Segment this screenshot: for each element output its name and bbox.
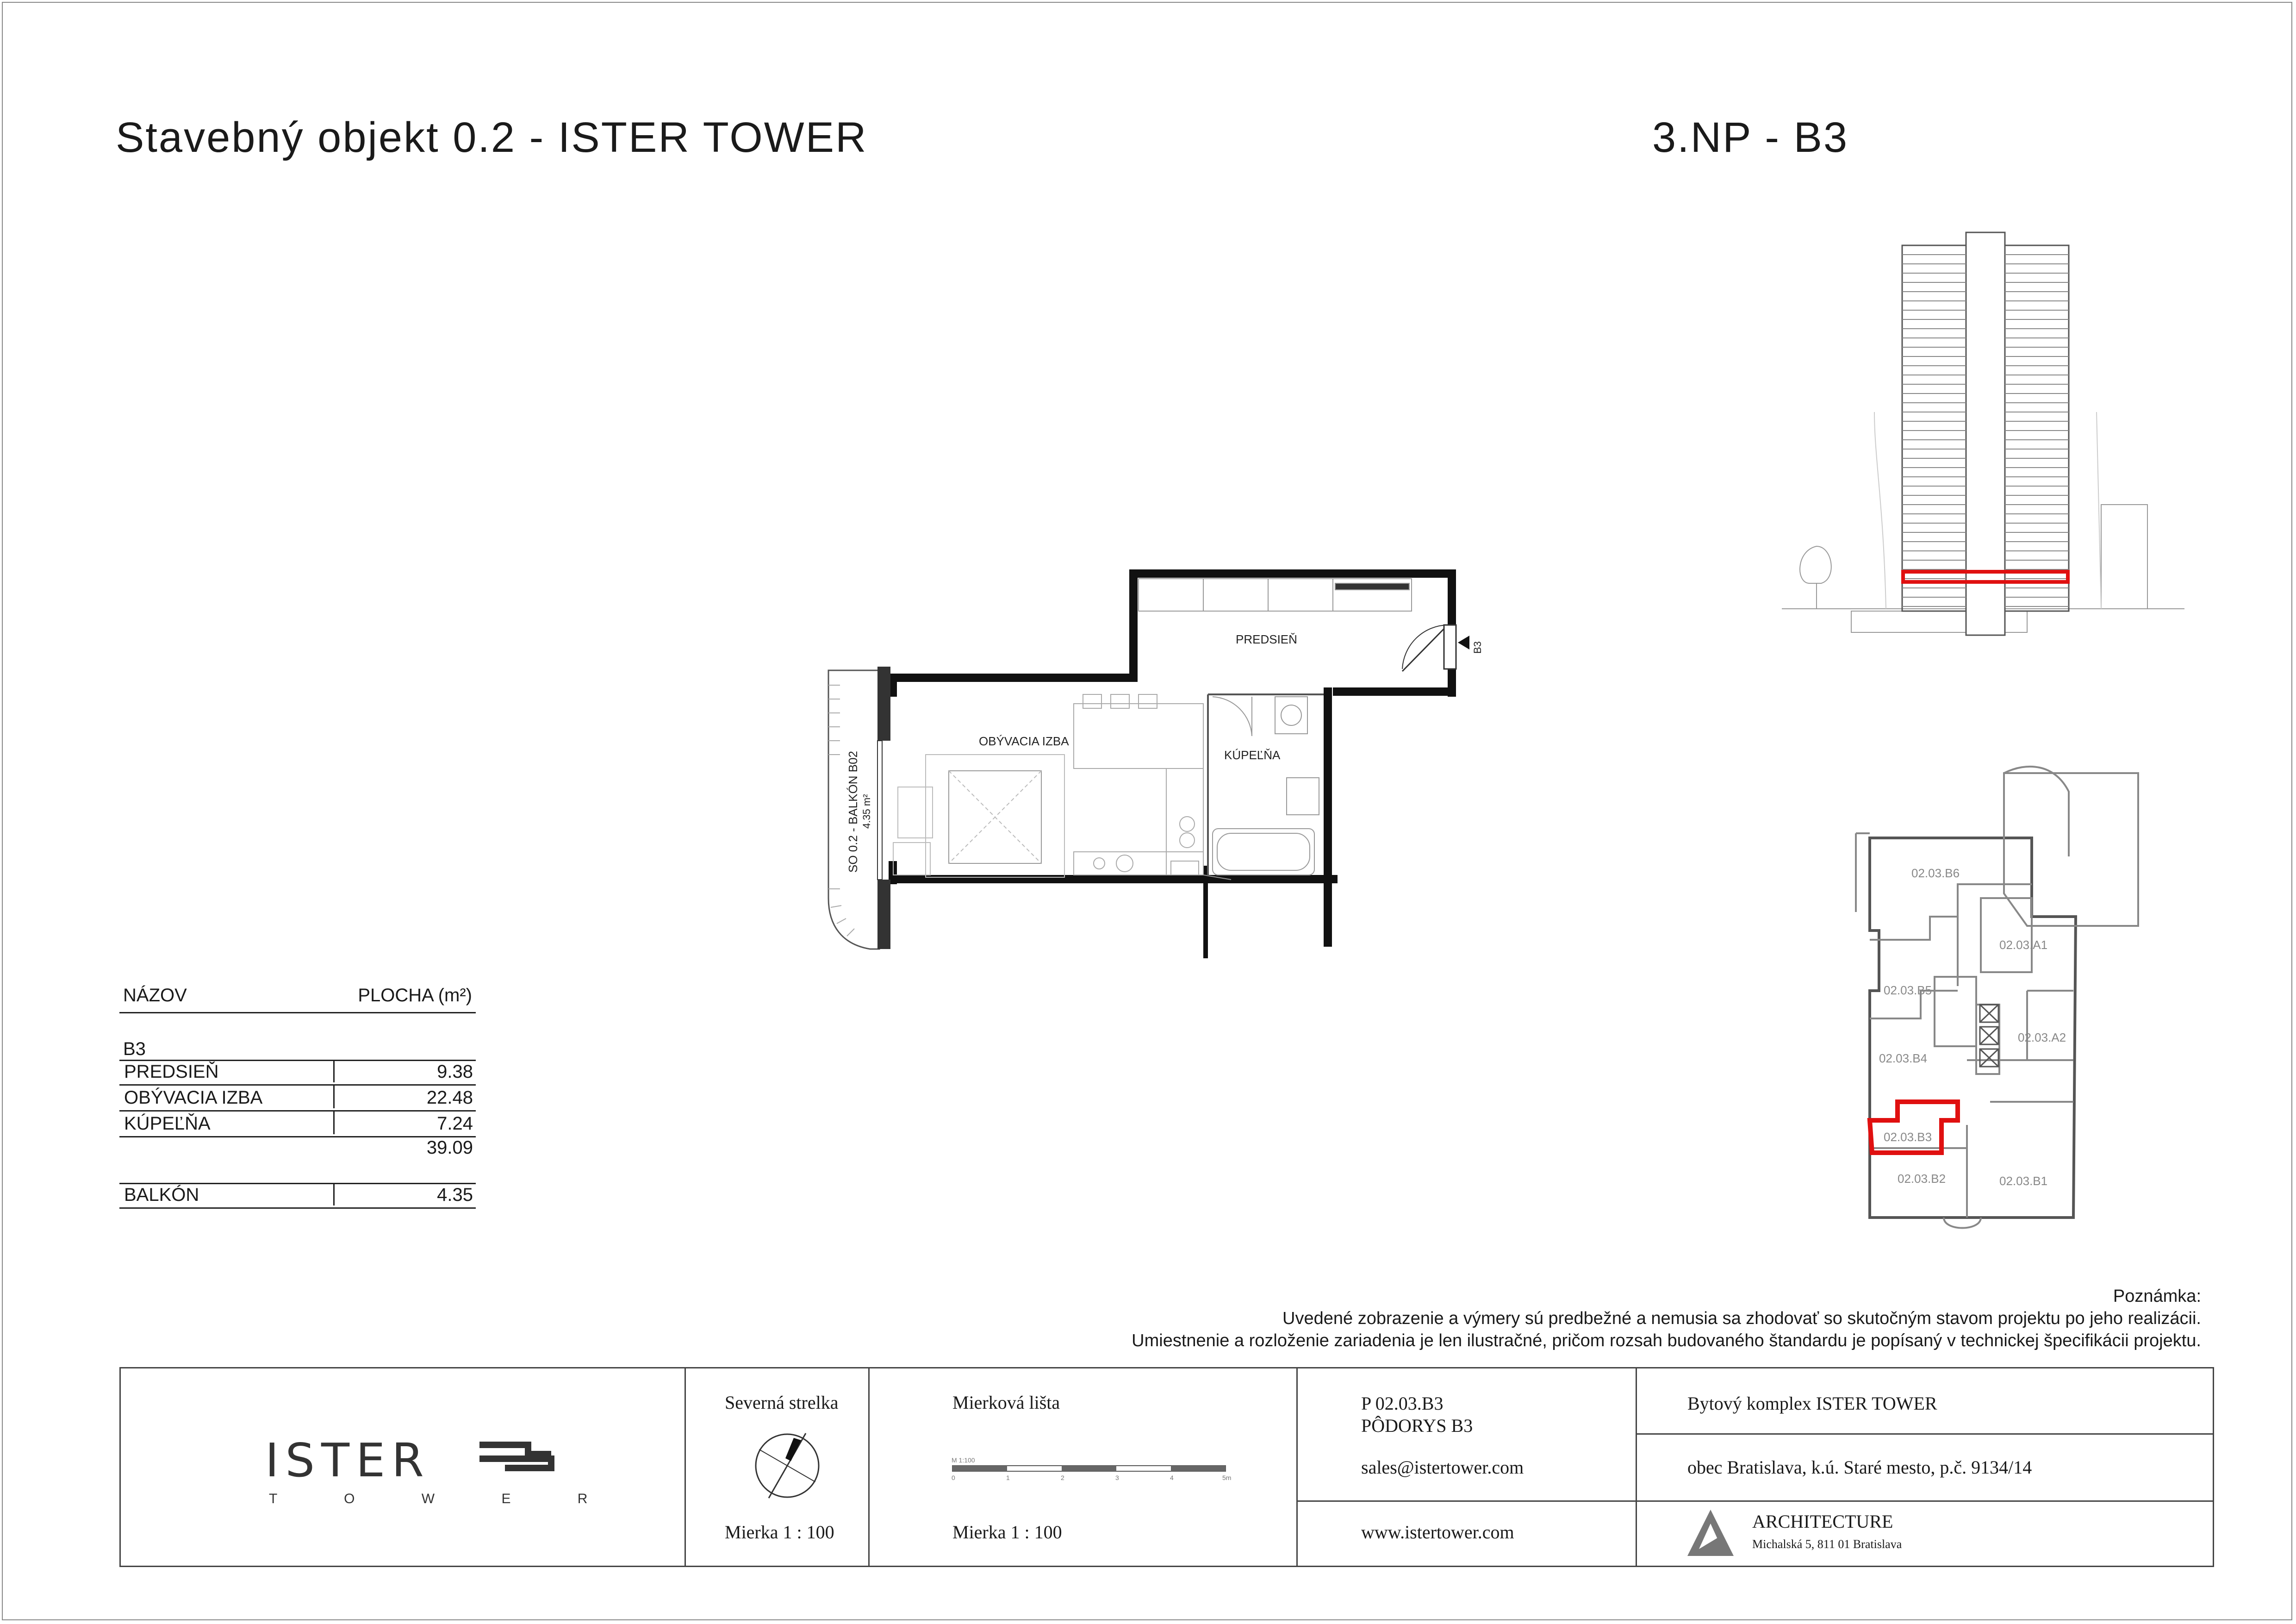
key-unit-b2: 02.03.B2 [1898,1172,1946,1186]
balcony-area-label: 4.35 m² [861,794,872,829]
scale-tick-1: 1 [1006,1474,1010,1481]
scale-tick-3: 3 [1115,1474,1119,1481]
scale-tick-5: 5m [1222,1474,1232,1481]
balcony-row [119,1183,476,1209]
email-link[interactable]: sales@istertower.com [1361,1457,1524,1478]
room-label-kupelna: KÚPEĽŇA [1224,748,1281,762]
drawing-code: P 02.03.B3 [1361,1393,1444,1414]
window-frames [877,667,890,949]
entrance-label: B3 [1472,641,1483,654]
total-area: 39.09 [426,1137,473,1158]
kitchen [1074,694,1203,875]
logo-subtitle: T O W E R [269,1491,619,1506]
key-unit-b3: 02.03.B3 [1884,1130,1932,1144]
floor-plan [815,556,1509,972]
row-name: KÚPEĽŇA [119,1112,335,1134]
complex-name: Bytový komplex ISTER TOWER [1687,1393,1937,1414]
note-line-1: Uvedené zobrazenie a výmery sú predbežné a nemusia sa zhodovať so skutočným stavom projektu po jeho realizácii. [1282,1309,2201,1328]
balcony-area: 4.35 [437,1185,473,1205]
area-table-header [119,985,476,1013]
col-area-header: PLOCHA (m²) [358,985,472,1006]
unit-highlight [1870,1102,1958,1153]
scale-tick-0: 0 [952,1474,955,1481]
key-unit-a2: 02.03.A2 [2018,1031,2066,1044]
hallway-wardrobe [1139,579,1412,611]
drawing-name: PÔDORYS B3 [1361,1415,1473,1436]
balcony-label: SO 0.2 - BALKÓN B02 [846,750,860,873]
row-name: PREDSIEŇ [119,1061,335,1082]
note-line-2: Umiestnenie a rozloženie zariadenia je len ilustračné, pričom rozsah budovaného štandardu je popísaný v technickej špecifikácii projektu. [1132,1331,2201,1350]
scale-tick-2: 2 [1061,1474,1064,1481]
tower-body [1902,232,2069,635]
scale-bar-caption: M 1:100 [952,1456,975,1464]
entrance-door [1402,625,1456,671]
interior-walls [1208,694,1324,875]
location-text: obec Bratislava, k.ú. Staré mesto, p.č. 9134/14 [1687,1457,2032,1478]
scale-bar [952,1463,1232,1482]
disclaimer-note [1132,1285,2201,1352]
scale-tick-4: 4 [1170,1474,1174,1481]
col-name-header: NÁZOV [123,985,187,1006]
architect-logo-icon [1685,1507,1736,1558]
row-area: 22.48 [426,1087,473,1108]
scale-label-1: Mierka 1 : 100 [725,1522,834,1543]
row-area: 7.24 [437,1113,473,1134]
key-plan [1851,764,2175,1250]
website-link[interactable]: www.istertower.com [1361,1522,1514,1543]
key-unit-b6: 02.03.B6 [1911,866,1960,880]
architect-address: Michalská 5, 811 01 Bratislava [1752,1537,1902,1551]
architect-name: ARCHITECTURE [1752,1511,1893,1532]
table-row [119,1112,476,1137]
key-unit-b1: 02.03.B1 [1999,1174,2048,1188]
room-label-predsien: PREDSIEŇ [1236,632,1297,646]
room-label-obyvacia: OBÝVACIA IZBA [979,734,1069,748]
key-unit-b4: 02.03.B4 [1879,1051,1928,1065]
north-arrow-label: Severná strelka [725,1392,839,1413]
area-table [119,985,476,1209]
note-title: Poznámka: [2113,1287,2201,1306]
entrance-marker-icon [1458,636,1469,650]
tower-elevation [1777,227,2194,643]
table-row [119,1086,476,1112]
table-row [119,1060,476,1086]
project-title: Stavebný objekt 0.2 - ISTER TOWER [116,114,868,161]
walls [889,569,1456,958]
scale-label-2: Mierka 1 : 100 [952,1522,1062,1543]
key-unit-b5: 02.03.B5 [1884,983,1932,997]
unit-name: B3 [123,1039,146,1059]
living-furniture [893,755,1064,877]
row-name: OBÝVACIA IZBA [119,1086,335,1108]
north-arrow-icon [750,1429,824,1503]
bathroom-fixtures [1203,697,1319,880]
logo-wordmark: ISTER [265,1433,430,1487]
logo-icon [477,1438,556,1475]
title-block [119,1367,2214,1567]
row-area: 9.38 [437,1062,473,1082]
balcony-name: BALKÓN [119,1184,335,1206]
unit-title: 3.NP - B3 [1652,114,1849,161]
key-unit-a1: 02.03.A1 [1999,938,2048,952]
scale-bar-label: Mierková lišta [952,1392,1060,1413]
